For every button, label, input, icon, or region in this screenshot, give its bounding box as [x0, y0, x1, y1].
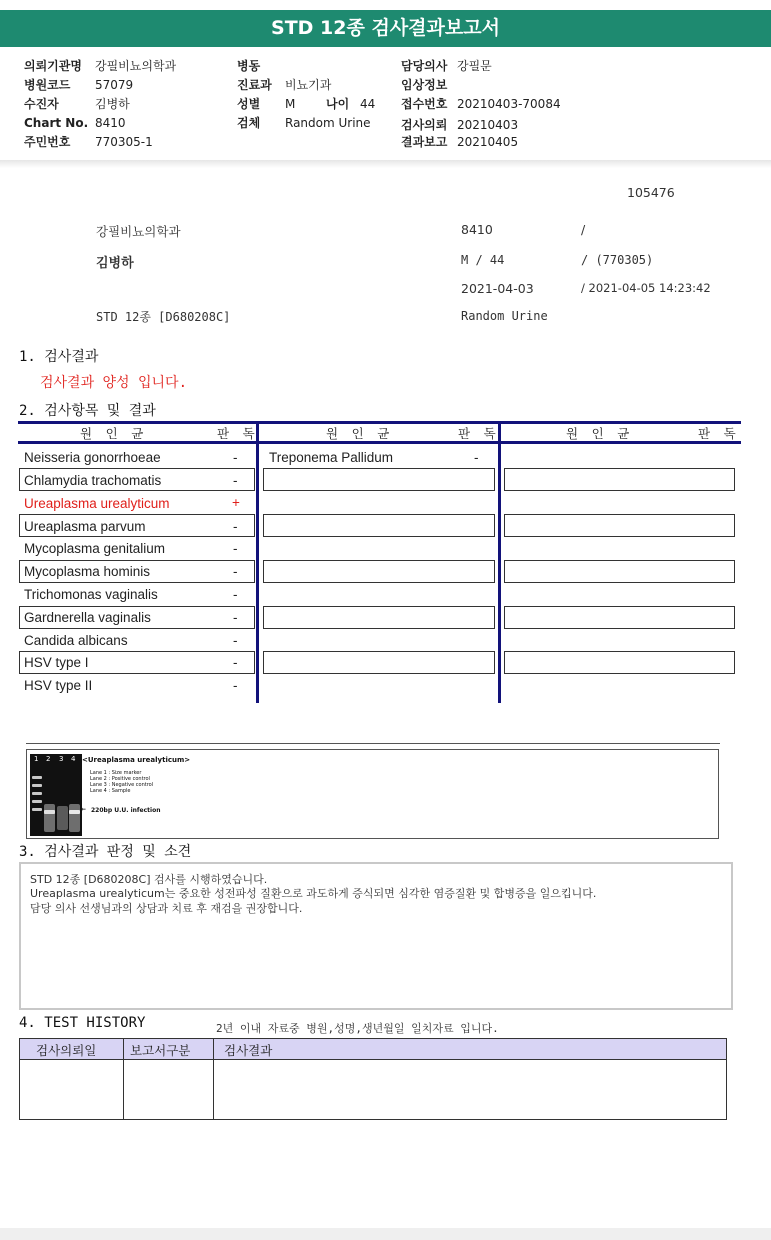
findings-line: Ureaplasma urealyticum는 중요한 성전파성 질환으로 과도하게 증식되면 심각한 염증질환 및 합병증을 일으킵니다.	[30, 887, 597, 900]
pathogen-name: Candida albicans	[24, 633, 128, 648]
lane-label: 4	[71, 755, 76, 763]
pathogen-judge: -	[233, 473, 238, 488]
gel-title: <Ureaplasma urealyticum>	[82, 756, 191, 764]
history-table-header	[20, 1039, 726, 1060]
history-col-divider	[123, 1039, 124, 1119]
findings-line: STD 12종 [D680208C] 검사를 시행하였습니다.	[30, 873, 268, 886]
history-col-divider	[213, 1039, 214, 1119]
pathogen-name: Chlamydia trachomatis	[24, 473, 162, 488]
pathogen-name: Treponema Pallidum	[269, 450, 394, 465]
info-request-date: 2021-04-03	[461, 281, 534, 296]
pathogen-judge-positive: +	[232, 495, 240, 510]
col3-judge-header: 판 독	[698, 426, 739, 441]
pathogen-judge: -	[233, 610, 238, 625]
info-birth: / (770305)	[581, 253, 654, 267]
header-clinic-name: 의뢰기관명 강필비뇨의학과	[24, 59, 177, 73]
marker-band	[32, 784, 42, 787]
marker-band	[32, 800, 42, 803]
sample-band	[69, 810, 80, 814]
col3-header: 원 인 균	[566, 426, 633, 441]
info-test-name: STD 12종 [D680208C]	[96, 310, 231, 324]
section2-title: 2. 검사항목 및 결과	[19, 403, 156, 419]
history-col-result: 검사결과	[224, 1043, 273, 1058]
gel-legend-item: Lane 3 : Negative control	[90, 782, 154, 788]
col2-header: 원 인 균	[326, 426, 393, 441]
lane-label: 2	[46, 755, 51, 763]
table-divider-2	[498, 421, 501, 703]
marker-band	[32, 792, 42, 795]
pathogen-judge: -	[233, 655, 238, 670]
lane-glow	[57, 806, 68, 830]
marker-band	[32, 808, 42, 811]
history-col-report-type: 보고서구분	[130, 1043, 191, 1058]
col1-header: 원 인 균	[80, 426, 147, 441]
row-box	[263, 560, 495, 583]
pathogen-name: Trichomonas vaginalis	[24, 587, 158, 602]
row-box	[504, 514, 735, 537]
pathogen-name: Ureaplasma parvum	[24, 519, 146, 534]
info-slash: /	[581, 222, 586, 237]
report-code: 105476	[627, 185, 675, 200]
row-box	[504, 468, 735, 491]
header-specimen: 검체 Random Urine	[237, 116, 371, 130]
pathogen-name: HSV type I	[24, 655, 89, 670]
header-chart-no: Chart No. 8410	[24, 116, 126, 130]
arrow-icon: ←	[81, 806, 87, 813]
header-age: 나이 44	[326, 97, 376, 111]
pathogen-name: Gardnerella vaginalis	[24, 610, 151, 625]
gel-legend-item: Lane 1 : Size marker	[90, 770, 142, 776]
positive-band	[44, 810, 55, 814]
report-title: STD 12종 검사결과보고서	[0, 10, 771, 47]
gel-legend-item: Lane 4 : Sample	[90, 788, 131, 794]
section1-result: 검사결과 양성 입니다.	[40, 375, 188, 391]
header-receipt-no: 접수번호 20210403-70084	[401, 97, 561, 111]
info-sex-age: M / 44	[461, 253, 505, 267]
pathogen-judge: -	[233, 633, 238, 648]
pathogen-judge: -	[233, 541, 238, 556]
info-chart: 8410	[461, 222, 493, 237]
pathogen-name: Mycoplasma hominis	[24, 564, 151, 579]
table-header-border	[18, 441, 741, 444]
gel-arrow-label: 220bp U.U. infection	[91, 807, 161, 814]
pathogen-judge: -	[233, 678, 238, 693]
pathogen-judge: -	[474, 450, 479, 465]
pathogen-name-positive: Ureaplasma urealyticum	[24, 496, 170, 511]
findings-box	[19, 862, 733, 1010]
footer-band	[0, 1228, 771, 1240]
gel-electrophoresis-image	[30, 754, 82, 836]
header-sex: 성별 M	[237, 97, 296, 111]
col2-judge-header: 판 독	[458, 426, 499, 441]
col1-judge-header: 판 독	[217, 426, 258, 441]
lane-glow	[44, 804, 55, 832]
findings-line: 담당 의사 선생님과의 상담과 치료 후 재검을 권장합니다.	[30, 902, 303, 915]
info-report-datetime: / 2021-04-05 14:23:42	[581, 281, 711, 295]
header-department: 진료과 비뇨기과	[237, 78, 332, 92]
gel-divider	[26, 743, 720, 744]
section4-title: 4. TEST HISTORY	[19, 1015, 146, 1031]
header-patient: 수진자 김병하	[24, 97, 130, 111]
info-specimen: Random Urine	[461, 309, 548, 323]
lane-label: 1	[34, 755, 39, 763]
row-box	[263, 514, 495, 537]
pathogen-name: Neisseria gonorrhoeae	[24, 450, 161, 465]
history-table	[19, 1038, 727, 1120]
pathogen-judge: -	[233, 450, 238, 465]
info-patient: 김병하	[96, 256, 134, 271]
history-col-request-date: 검사의뢰일	[36, 1043, 97, 1058]
header-resident-no: 주민번호 770305-1	[24, 135, 153, 149]
pathogen-judge: -	[233, 587, 238, 602]
table-divider-1	[256, 421, 259, 703]
header-request-date: 검사의뢰 20210403	[401, 118, 519, 132]
row-box	[504, 606, 735, 629]
pathogen-name: HSV type II	[24, 678, 93, 693]
lane-glow	[69, 804, 80, 832]
row-box	[504, 651, 735, 674]
pathogen-name: Mycoplasma genitalium	[24, 541, 166, 556]
section1-title: 1. 검사결과	[19, 349, 99, 365]
lane-label: 3	[59, 755, 64, 763]
row-box	[504, 560, 735, 583]
header-ward: 병동	[237, 59, 261, 73]
history-note: 2년 이내 자료중 병원,성명,생년월일 일치자료 입니다.	[216, 1022, 499, 1035]
row-box	[263, 651, 495, 674]
pathogen-judge: -	[233, 564, 238, 579]
info-clinic: 강필비뇨의학과	[96, 224, 181, 239]
header-separator	[0, 160, 771, 168]
section3-title: 3. 검사결과 판정 및 소견	[19, 844, 192, 860]
header-hospital-code: 병원코드 57079	[24, 78, 134, 92]
row-box	[263, 606, 495, 629]
marker-band	[32, 776, 42, 779]
header-report-date: 결과보고 20210405	[401, 135, 519, 149]
gel-legend-item: Lane 2 : Positive control	[90, 776, 150, 782]
header-clinical-info: 임상정보	[401, 78, 448, 92]
pathogen-judge: -	[233, 519, 238, 534]
header-doctor: 담당의사 강필문	[401, 59, 492, 73]
row-box	[263, 468, 495, 491]
